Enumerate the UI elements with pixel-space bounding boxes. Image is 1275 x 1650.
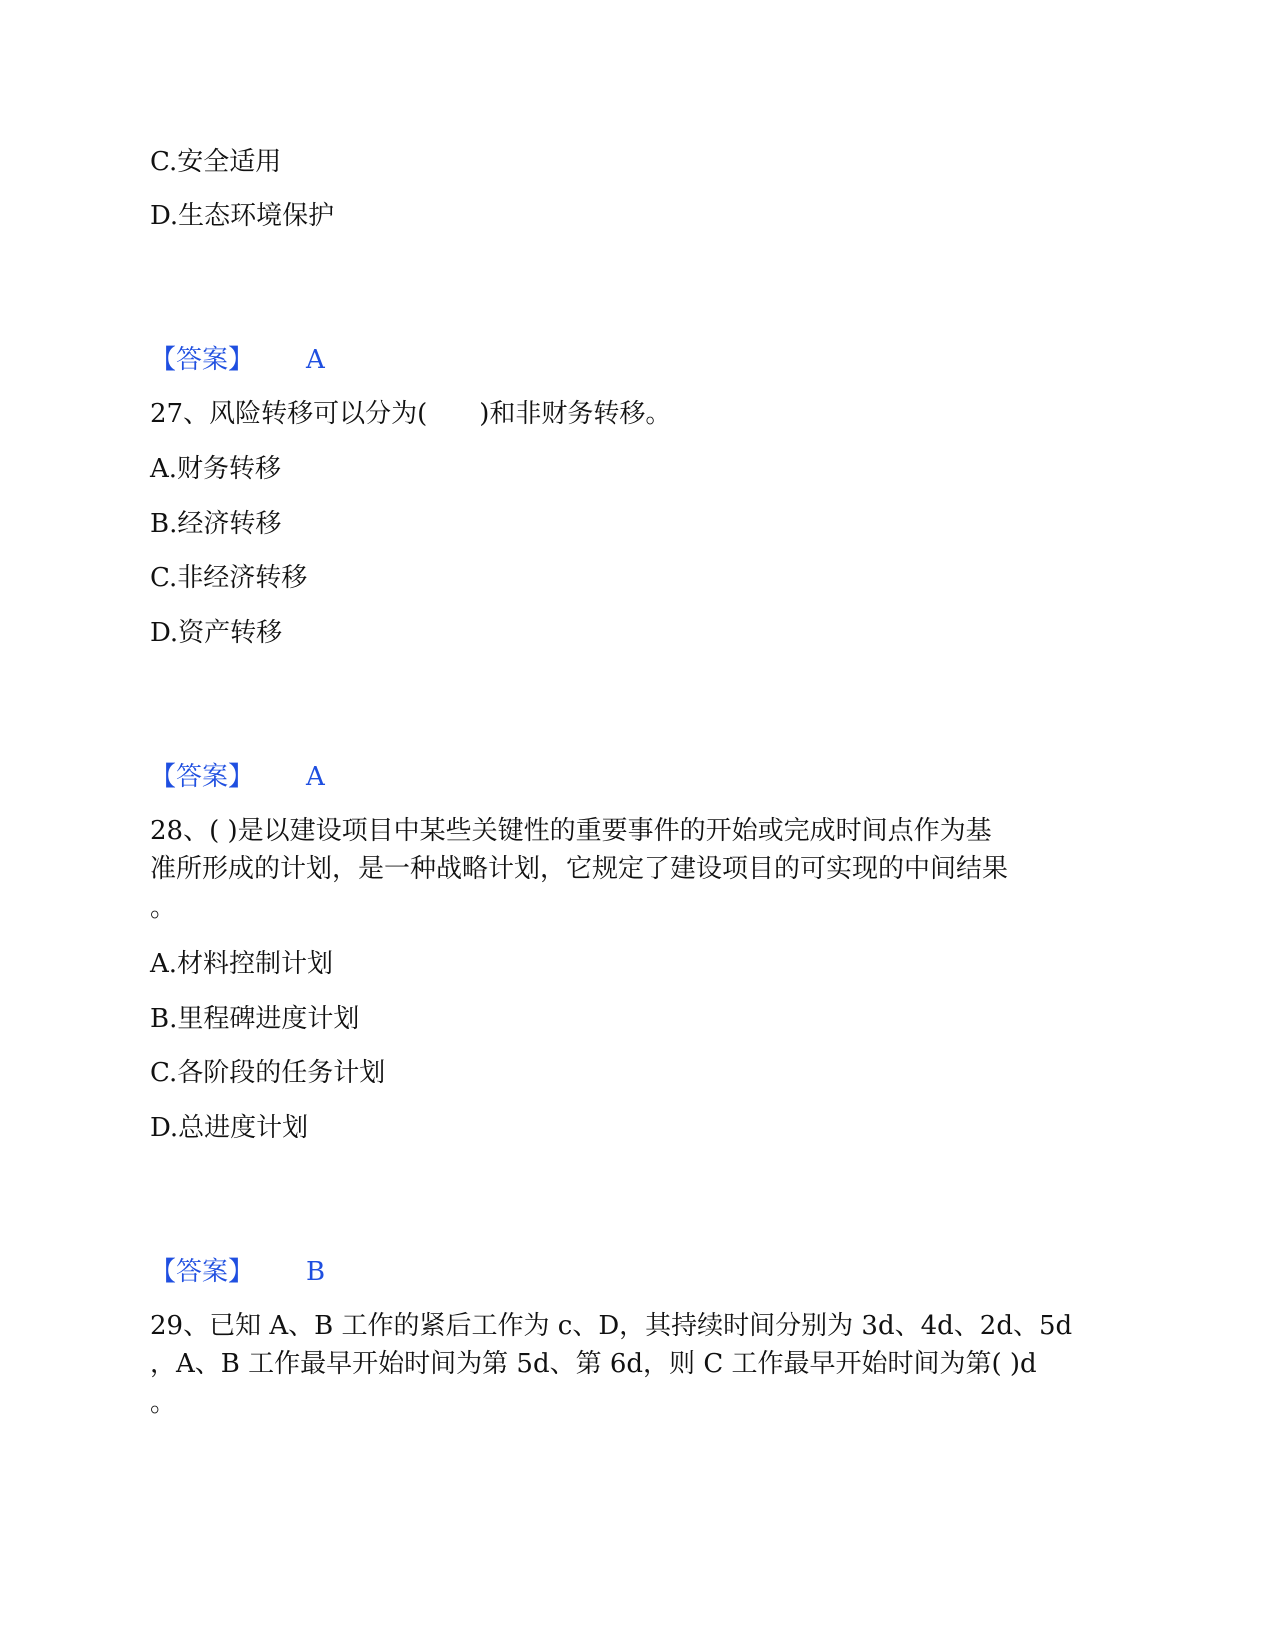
- q28-answer: [150, 1257, 325, 1287]
- q26-option-c: C.安全适用: [150, 147, 282, 177]
- answer-label: 【答案】: [150, 345, 255, 375]
- q27-stem: 27、风险转移可以分为( )和非财务转移。: [150, 399, 672, 429]
- q27-option-b: B.经济转移: [150, 509, 282, 539]
- q28-option-d: D.总进度计划: [150, 1113, 309, 1143]
- q28-stem-line-1: 28、( )是以建设项目中某些关键性的重要事件的开始或完成时间点作为基: [150, 816, 992, 846]
- answer-label: 【答案】: [150, 1257, 255, 1287]
- answer-value: A: [306, 762, 325, 792]
- q28-option-c: C.各阶段的任务计划: [150, 1058, 386, 1088]
- answer-value: A: [306, 345, 325, 375]
- answer-value: B: [306, 1257, 326, 1287]
- q27-option-c: C.非经济转移: [150, 563, 308, 593]
- q29-stem-line-3: 。: [150, 1388, 177, 1418]
- q28-option-b: B.里程碑进度计划: [150, 1004, 360, 1034]
- q26-option-d: D.生态环境保护: [150, 201, 335, 231]
- q29-stem-line-1: 29、已知 A、B 工作的紧后工作为 c、D，其持续时间分别为 3d、4d、2d、5d: [150, 1311, 1073, 1341]
- q29-stem-line-2: ，A、B 工作最早开始时间为第 5d、第 6d，则 C 工作最早开始时间为第( )d: [150, 1349, 1037, 1379]
- q28-stem-line-3: 。: [150, 893, 177, 923]
- q28-option-a: A.材料控制计划: [150, 949, 334, 979]
- q27-option-a: A.财务转移: [150, 454, 282, 484]
- answer-label: 【答案】: [150, 762, 255, 792]
- q28-stem-line-2: 准所形成的计划，是一种战略计划，它规定了建设项目的可实现的中间结果: [150, 854, 1009, 884]
- q26-answer: [150, 345, 325, 375]
- q27-option-d: D.资产转移: [150, 618, 283, 648]
- q27-answer: [150, 762, 325, 792]
